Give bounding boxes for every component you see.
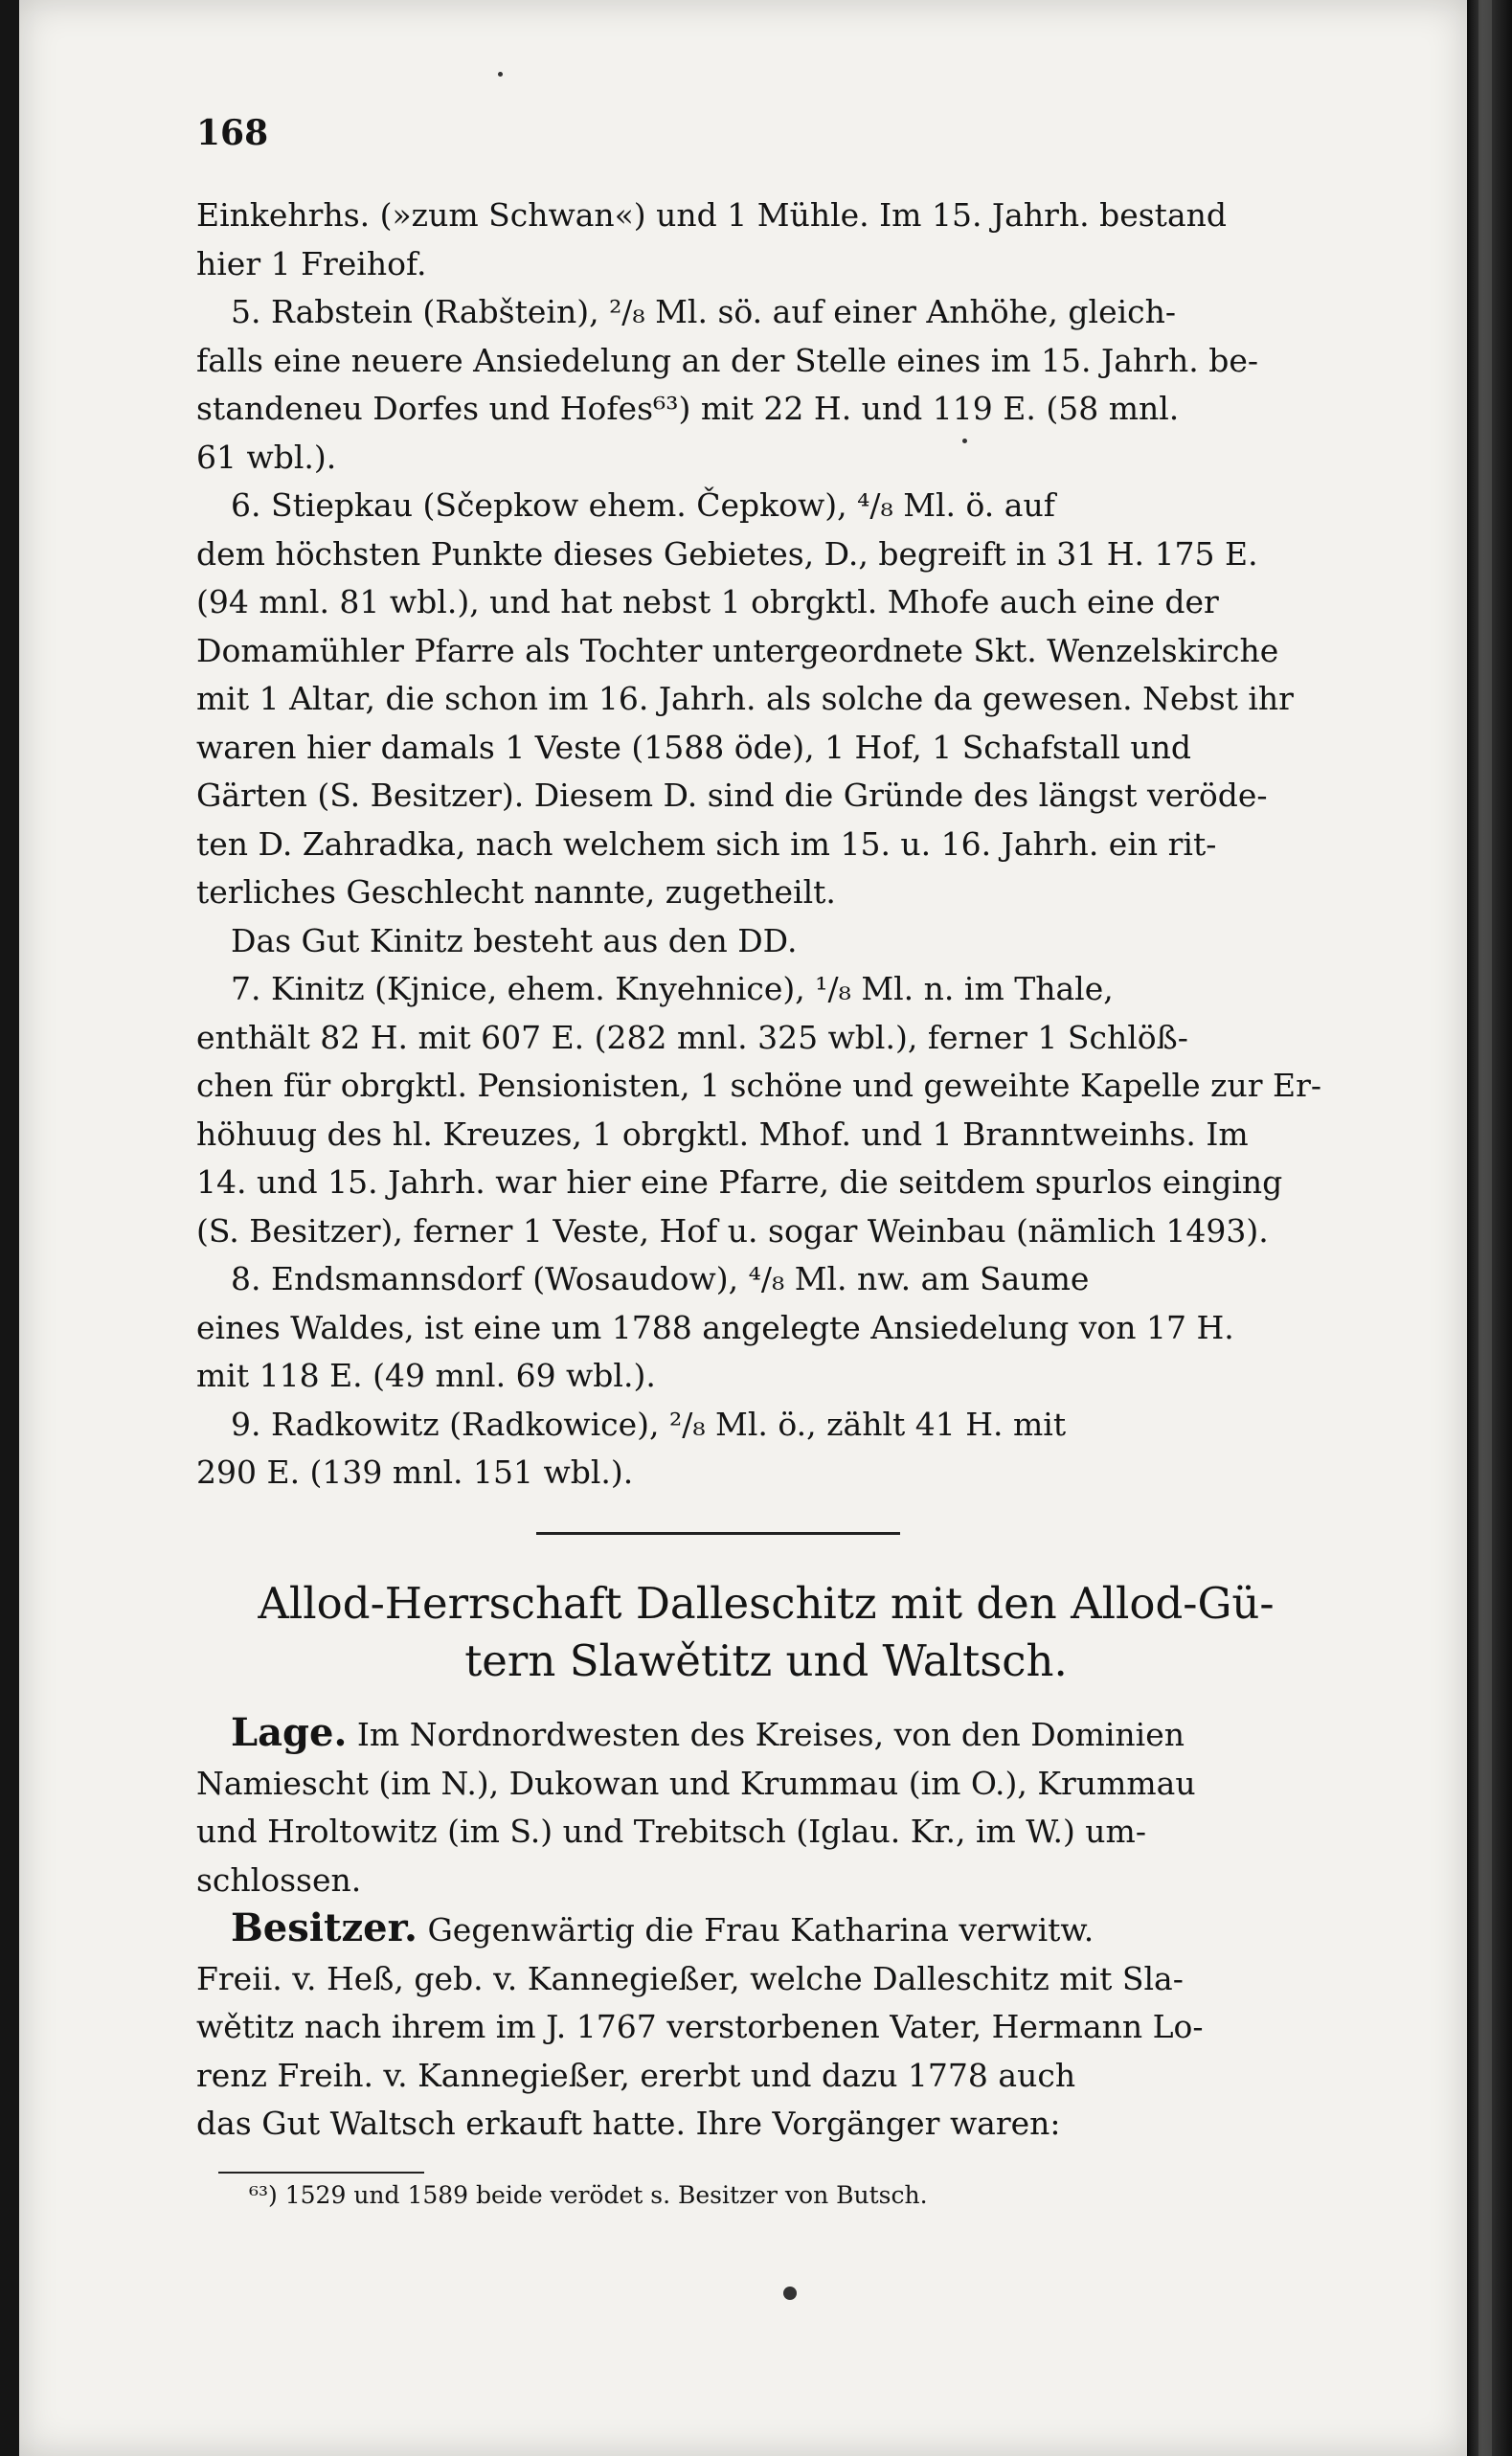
section-separator xyxy=(536,1532,900,1535)
entry-6-line-5: waren hier damals 1 Veste (1588 öde), 1 Hof, 1 Schafstall und xyxy=(196,728,1192,766)
lage-line-3: schlossen. xyxy=(196,1860,362,1899)
entry-7-line-0: 7. Kinitz (Kjnice, ehem. Knyehnice), ¹/₈ Ml. n. im Thale, xyxy=(231,970,1114,1007)
besitzer-line-1: Freii. v. Heß, geb. v. Kannegießer, welche Dalleschitz mit Sla- xyxy=(196,1959,1184,1997)
footnote: ⁶³) 1529 und 1589 beide verödet s. Besitzer von Butsch. xyxy=(249,2181,928,2209)
entries-block xyxy=(196,192,1336,1498)
entry-8-line-0: 8. Endsmannsdorf (Wosaudow), ⁴/₈ Ml. nw. am Saume xyxy=(231,1260,1090,1297)
description-block xyxy=(196,1709,1336,2149)
entry-6-line-1: dem höchsten Punkte dieses Gebietes, D., begreift in 31 H. 175 E. xyxy=(196,534,1258,573)
page-number: 168 xyxy=(196,113,269,153)
entry-6-line-6: Gärten (S. Besitzer). Diesem D. sind die Gründe des längst veröde- xyxy=(196,777,1268,814)
entry-8-line-2: mit 118 E. (49 mnl. 69 wbl.). xyxy=(196,1357,656,1394)
entry-9-line-0: 9. Radkowitz (Radkowice), ²/₈ Ml. ö., zählt 41 H. mit xyxy=(231,1405,1067,1443)
entry-7-line-5: (S. Besitzer), ferner 1 Veste, Hof u. sogar Weinbau (nämlich 1493). xyxy=(196,1211,1269,1250)
page-edge-strip xyxy=(1478,0,1492,2456)
entry-7-line-1: enthält 82 H. mit 607 E. (282 mnl. 325 wbl.), ferner 1 Schlöß- xyxy=(196,1018,1188,1056)
besitzer-line-3: renz Freih. v. Kannegießer, ererbt und dazu 1778 auch xyxy=(196,2056,1076,2094)
entry-5-line-0: 5. Rabstein (Rabštein), ²/₈ Ml. sö. auf einer Anhöhe, gleich- xyxy=(231,293,1177,330)
entry-7-line-4: 14. und 15. Jahrh. war hier eine Pfarre, die seitdem spurlos einging xyxy=(196,1163,1283,1201)
entry-6-line-0: 6. Stiepkau (Sčepkow ehem. Čepkow), ⁴/₈ Ml. ö. auf xyxy=(231,486,1055,524)
scan-speck xyxy=(498,72,503,77)
entry-6-line-3: Domamühler Pfarre als Tochter untergeordnete Skt. Wenzelskirche xyxy=(196,631,1279,669)
page-edge-shadow xyxy=(1467,0,1512,2456)
besitzer-text-0: Gegenwärtig die Frau Katharina verwitw. xyxy=(417,1911,1095,1949)
line-top-0: Einkehrhs. (»zum Schwan«) und 1 Mühle. Im 15. Jahrh. bestand xyxy=(196,196,1227,234)
entry-7-line-3: höhuug des hl. Kreuzes, 1 obrgktl. Mhof. und 1 Branntweinhs. Im xyxy=(196,1115,1249,1153)
lage-line-0 xyxy=(196,1709,1336,1760)
entry-6-line-2: (94 mnl. 81 wbl.), und hat nebst 1 obrgktl. Mhofe auch eine der xyxy=(196,583,1219,620)
footnote-rule xyxy=(218,2172,424,2174)
entry-5-line-2: standeneu Dorfes und Hofes⁶³) mit 22 H. und 119 E. (58 mnl. xyxy=(196,390,1180,427)
lage-lead: Lage. xyxy=(231,1710,348,1755)
entry-6-line-4: mit 1 Altar, die schon im 16. Jahrh. als solche da gewesen. Nebst ihr xyxy=(196,680,1294,717)
heading-line-0: Allod-Herrschaft Dalleschitz mit den Allod-Gü- xyxy=(258,1578,1275,1629)
entry-6-line-7: ten D. Zahradka, nach welchem sich im 15. u. 16. Jahrh. ein rit- xyxy=(196,824,1217,863)
entry-9-line-1: 290 E. (139 mnl. 151 wbl.). xyxy=(196,1453,634,1491)
section-heading xyxy=(192,1575,1341,1690)
besitzer-line-4: das Gut Waltsch erkauft hatte. Ihre Vorgänger waren: xyxy=(196,2105,1061,2142)
scan-speck xyxy=(783,2287,797,2300)
entry-7-line-2: chen für obrgktl. Pensionisten, 1 schöne und geweihte Kapelle zur Er- xyxy=(196,1067,1322,1104)
besitzer-lead: Besitzer. xyxy=(231,1905,417,1950)
lage-line-2: und Hroltowitz (im S.) und Trebitsch (Iglau. Kr., im W.) um- xyxy=(196,1813,1146,1850)
scan-speck xyxy=(962,439,967,443)
heading-line-1: tern Slawětitz und Waltsch. xyxy=(464,1635,1068,1686)
besitzer-line-0 xyxy=(196,1904,1336,1955)
line-top-1: hier 1 Freihof. xyxy=(196,244,427,282)
entry-8-line-1: eines Waldes, ist eine um 1788 angelegte Ansiedelung von 17 H. xyxy=(196,1308,1234,1346)
entry-6-line-9: Das Gut Kinitz besteht aus den DD. xyxy=(231,921,798,959)
entry-6-line-8: terliches Geschlecht nannte, zugetheilt. xyxy=(196,873,836,911)
entry-5-line-1: falls eine neuere Ansiedelung an der Stelle eines im 15. Jahrh. be- xyxy=(196,341,1258,379)
lage-line-1: Namiescht (im N.), Dukowan und Krummau (im O.), Krummau xyxy=(196,1764,1196,1802)
entry-5-line-3: 61 wbl.). xyxy=(196,438,337,476)
besitzer-line-2: wětitz nach ihrem im J. 1767 verstorbenen Vater, Hermann Lo- xyxy=(196,2008,1204,2045)
lage-text-0: Im Nordnordwesten des Kreises, von den Dominien xyxy=(347,1716,1185,1753)
